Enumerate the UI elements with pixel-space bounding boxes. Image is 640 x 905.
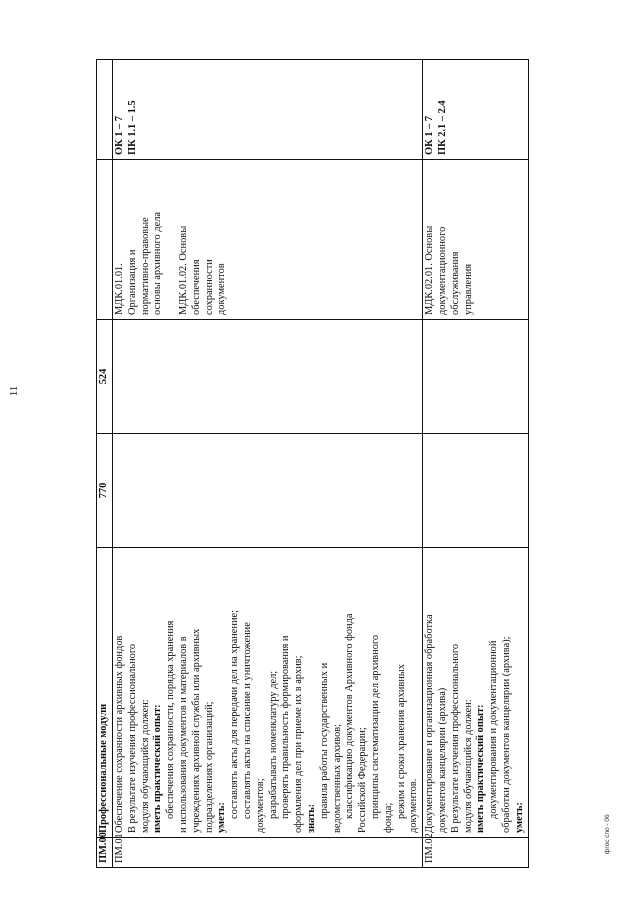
description-line: принципы систематизации дел архивного (369, 634, 381, 819)
description-line: учреждениях архивной службы или архивных (190, 628, 202, 833)
mdk-line: основы архивного дела (152, 211, 164, 315)
description-line: подразделениях организаций; (203, 701, 215, 833)
description-line: модуля обучающийся должен: (462, 699, 474, 833)
competence-code: ОК 1 – 7 (424, 116, 436, 155)
description-line: В результате изучения профессионального (449, 643, 461, 833)
mdk-line: управления (462, 263, 474, 315)
footer-code: фгос спо - 06 (604, 814, 611, 854)
header-mdk (97, 160, 113, 320)
row-competences (423, 60, 528, 160)
row-description (423, 548, 528, 838)
mdk-line: МДК.02.01. Основы (424, 225, 436, 315)
competence-code: ПК 2.1 – 2.4 (436, 100, 448, 155)
description-line: оформления дел при приеме их в архив; (293, 655, 305, 833)
header-title: Профессиональные модули (97, 548, 113, 838)
row-mdk (423, 160, 528, 320)
description-line: Обеспечение сохранности архивных фондов (114, 635, 125, 833)
page-number: 11 (8, 385, 20, 397)
mdk-line: обслуживания (449, 251, 461, 315)
row-description (113, 548, 423, 838)
description-line: обработки документов канцелярии (архива); (500, 636, 512, 833)
description-line: разрабатывать номенклатуру дел; (267, 670, 279, 819)
description-line: Документирование и организационная обработка (424, 614, 436, 833)
description-line: составлять акты на списание и уничтожение (241, 622, 253, 819)
description-line: иметь практический опыт: (475, 704, 487, 833)
description-line: уметь: (513, 802, 525, 833)
mdk-line: Организация и (126, 249, 138, 315)
description-line: знать: (305, 803, 317, 833)
header-hours-max: 770 (97, 434, 113, 548)
row-hours-max (113, 434, 423, 548)
description-line: уметь: (216, 802, 228, 833)
row-mdk (113, 160, 423, 320)
mdk-line: документов (216, 263, 228, 315)
row-competences (113, 60, 423, 160)
mdk-line: обеспечения (190, 259, 202, 315)
row-index: ПМ.02 (423, 838, 528, 868)
row-hours-max (423, 434, 528, 548)
description-line: обеспечения сохранности, порядка хранения (165, 620, 177, 819)
table-row (113, 60, 423, 868)
description-line: и использования документов и материалов в (177, 636, 189, 833)
description-line: документов; (254, 778, 266, 833)
description-line: документов канцелярии (архива) (436, 687, 448, 833)
description-line: режим и сроки хранения архивных (395, 664, 407, 819)
mdk-line: документационного (436, 226, 448, 315)
description-line: ведомственных архивов; (331, 723, 343, 833)
table-row (423, 60, 528, 868)
competence-code: ПК 1.1 – 1.5 (126, 100, 138, 155)
mdk-line: МДК.01.02. Основы (177, 225, 189, 315)
description-line: В результате изучения профессионального (126, 643, 138, 833)
curriculum-table-rotated (96, 60, 594, 868)
mdk-line (165, 164, 178, 315)
row-hours-required (113, 320, 423, 434)
mdk-line: нормативно-правовые (139, 217, 151, 315)
curriculum-table (96, 59, 529, 868)
description-line: иметь практический опыт: (152, 704, 164, 833)
header-index: ПМ.00 (97, 838, 113, 868)
header-hours-required: 524 (97, 320, 113, 434)
description-line: Российской Федерации; (357, 727, 369, 833)
description-line: составлять акты для передачи дел на хранение; (229, 609, 241, 819)
description-line: правила работы государственных и (318, 662, 330, 819)
header-competences (97, 60, 113, 160)
row-index: ПМ.01 (113, 838, 423, 868)
description-line: фонда; (382, 802, 394, 833)
description-line: классификацию документов Архивного фонда (344, 613, 356, 819)
competence-code: ОК 1 – 7 (114, 116, 125, 155)
description-line: документирования и документационной (488, 640, 500, 819)
description-line: модуля обучающийся должен: (139, 699, 151, 833)
description-line: документов. (408, 778, 420, 833)
row-hours-required (423, 320, 528, 434)
description-line: проверять правильность формирования и (280, 635, 292, 819)
mdk-line: сохранности (203, 259, 215, 315)
table-header-row (97, 60, 113, 868)
mdk-line: МДК.01.01. (114, 263, 125, 315)
